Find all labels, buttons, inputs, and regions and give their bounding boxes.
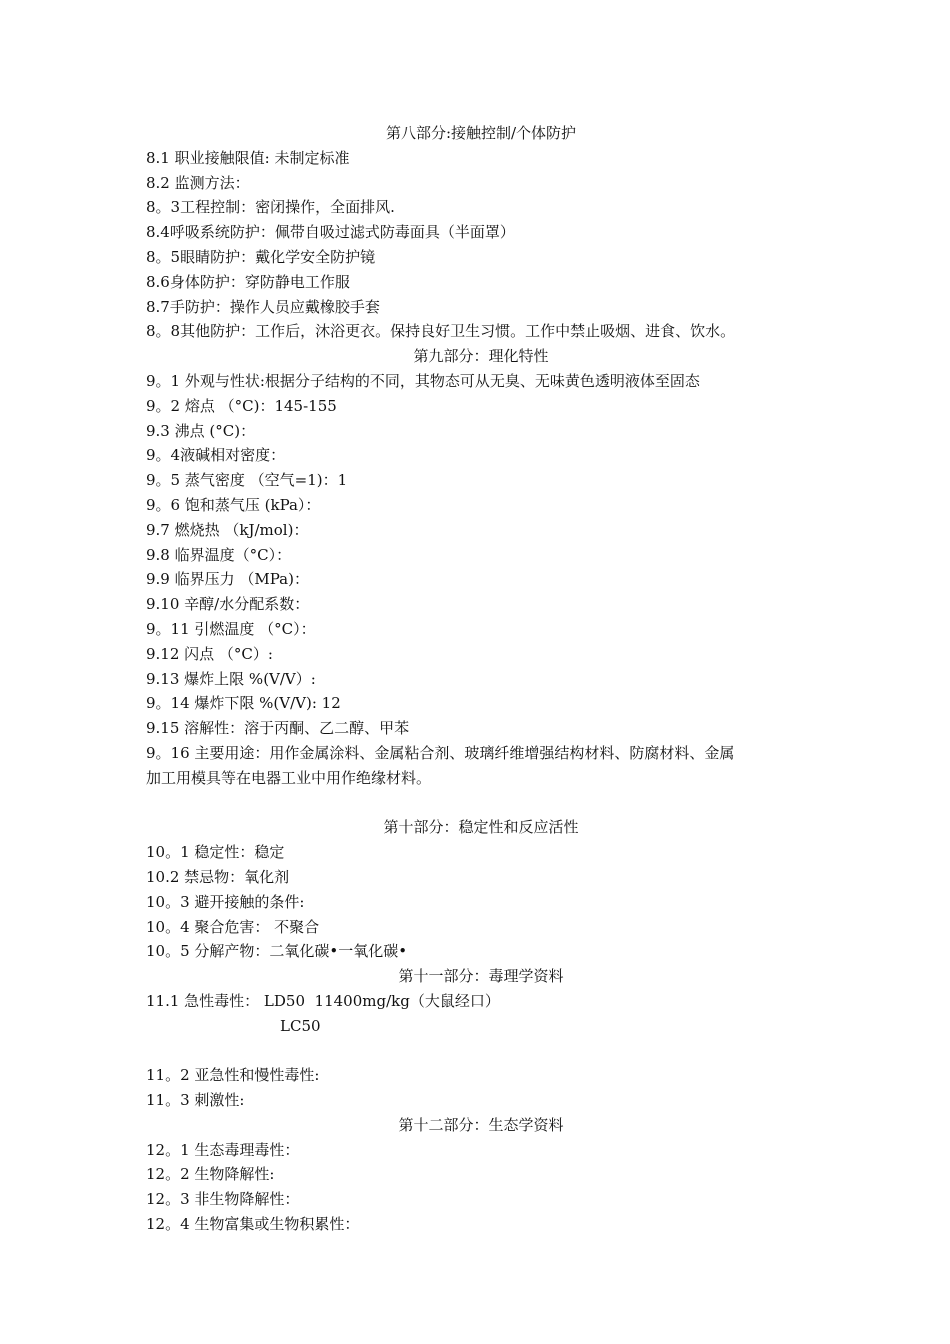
- section-10-title: 第十部分：稳定性和反应活性: [383, 818, 579, 837]
- blank-line: [146, 791, 816, 816]
- s8-line-3: 8。3工程控制：密闭操作，全面排风.: [146, 198, 395, 217]
- section-8-title: 第八部分:接触控制/个体防护: [385, 124, 577, 142]
- s9-line-3: 9.3 沸点 (°C)：: [146, 421, 256, 440]
- section-9-title: 第九部分：理化特性: [413, 347, 549, 366]
- s9-line-4: 9。4液碱相对密度：: [146, 446, 286, 465]
- s9-line-14: 9。14 爆炸下限 %(V/V): 12: [146, 694, 341, 713]
- s12-line-4: 12。4 生物富集或生物积累性：: [146, 1215, 360, 1234]
- s9-line-8: 9.8 临界温度（°C）：: [146, 545, 292, 564]
- s9-line-15: 9.15 溶解性：溶于丙酮、乙二醇、甲苯: [146, 719, 410, 738]
- section-11-title: 第十一部分：毒理学资料: [398, 967, 564, 986]
- section-12-title: 第十二部分：生态学资料: [398, 1115, 564, 1134]
- s9-line-6: 9。6 饱和蒸气压 (kPa）：: [146, 495, 321, 514]
- s10-line-3: 10。3 避开接触的条件:: [146, 892, 305, 911]
- s11-line-2: 11。2 亚急性和慢性毒性:: [146, 1066, 320, 1085]
- s9-line-2: 9。2 熔点 （°C)：145-155: [146, 396, 337, 415]
- s8-line-7: 8.7手防护：操作人员应戴橡胶手套: [146, 297, 380, 316]
- s9-line-12: 9.12 闪点 （°C）:: [146, 644, 273, 663]
- s9-line-9: 9.9 临界压力 （MPa)：: [146, 570, 309, 589]
- s9-line-17: 加工用模具等在电器工业中用作绝缘材料。: [146, 768, 432, 787]
- s12-line-1: 12。1 生态毒理毒性：: [146, 1140, 300, 1159]
- blank-line: [146, 1038, 816, 1063]
- s8-line-6: 8.6身体防护：穿防静电工作服: [146, 272, 350, 291]
- s10-line-5: 10。5 分解产物：二氧化碳•一氧化碳•: [146, 942, 408, 961]
- s10-line-2: 10.2 禁忌物：氧化剂: [146, 867, 290, 886]
- document-body: [146, 121, 816, 1237]
- s11-line-1: 11.1 急性毒性： LD50 11400mg/kg（大鼠经口）: [146, 991, 500, 1010]
- s9-line-5: 9。5 蒸气密度 （空气=1)：1: [146, 471, 348, 490]
- s9-line-13: 9.13 爆炸上限 %(V/V）:: [146, 669, 316, 688]
- s9-line-16: 9。16 主要用途：用作金属涂料、金属粘合剂、玻璃纤维增强结构材料、防腐材料、金属: [146, 743, 735, 762]
- s11-line-3: 11。3 刺激性:: [146, 1091, 245, 1110]
- s8-line-4: 8.4呼吸系统防护：佩带自吸过滤式防毒面具（半面罩）: [146, 223, 515, 242]
- s9-line-11: 9。11 引燃温度 （°C）：: [146, 619, 316, 638]
- s8-line-1: 8.1 职业接触限值: 未制定标准: [146, 148, 350, 167]
- s10-line-4: 10。4 聚合危害： 不聚合: [146, 917, 320, 936]
- s12-line-3: 12。3 非生物降解性：: [146, 1190, 300, 1209]
- s10-line-1: 10。1 稳定性：稳定: [146, 843, 285, 862]
- s8-line-5: 8。5眼睛防护：戴化学安全防护镜: [146, 247, 376, 266]
- s9-line-1: 9。1 外观与性状:根据分子结构的不同，其物态可从无臭、无味黄色透明液体至固态: [146, 371, 700, 390]
- s12-line-2: 12。2 生物降解性:: [146, 1165, 275, 1184]
- s9-line-10: 9.10 辛醇/水分配系数：: [146, 595, 310, 614]
- s9-line-7: 9.7 燃烧热 （kJ/mol)：: [146, 520, 309, 539]
- s8-line-2: 8.2 监测方法：: [146, 173, 250, 192]
- s8-line-8: 8。8其他防护：工作后，沐浴更衣。保持良好卫生习惯。工作中禁止吸烟、进食、饮水。: [146, 322, 736, 341]
- s11-line-1b: LC50: [280, 1016, 321, 1035]
